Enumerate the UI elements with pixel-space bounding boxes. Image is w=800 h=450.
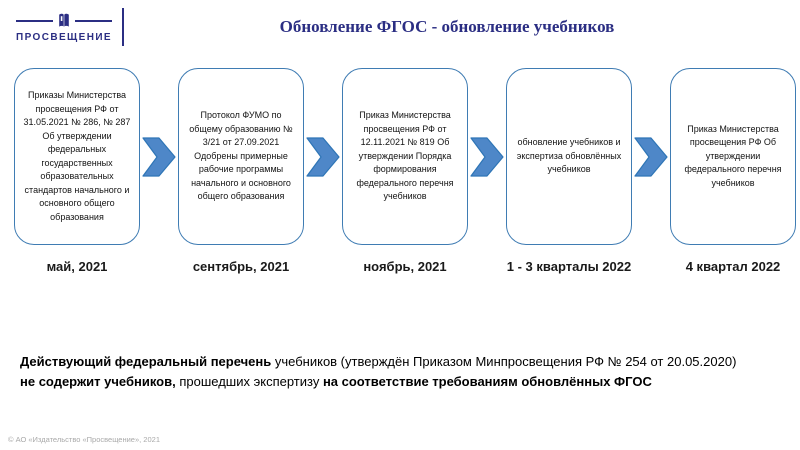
title-container — [124, 17, 800, 37]
publisher-logo — [16, 12, 112, 43]
note-text: Действующий федеральный перечень учебников (утверждён Приказом Минпросвещения РФ № 254 от 20.05.2020) не содержит учебников, прошедших экспертизу на соответствие требованиям обновлённых ФГОС — [20, 354, 737, 390]
flow-step-1-text: Приказы Министерства просвещения РФ от 31.05.2021 № 286, № 287 Об утверждении федеральных государственных образовательных стандартов начального и основного общего образования — [23, 90, 131, 222]
logo-line-left — [16, 20, 53, 22]
timeline-dates — [14, 259, 796, 274]
flow-step-2-text: Протокол ФУМО по общему образованию № 3/21 от 27.09.2021 Одобрены примерные рабочие программы начального и основного общего образования — [189, 110, 293, 202]
chevron-right-icon — [470, 137, 504, 177]
date-gap — [468, 259, 506, 274]
chevron-right-icon — [306, 137, 340, 177]
slide-header — [0, 0, 800, 54]
flow-step-3 — [342, 68, 468, 245]
copyright-text: © АО «Издательство «Просвещение», 2021 — [8, 435, 160, 444]
flow-arrow-4 — [632, 68, 670, 245]
flow-arrow-2 — [304, 68, 342, 245]
flow-step-2 — [178, 68, 304, 245]
process-flow — [14, 68, 796, 245]
logo-line-right — [75, 20, 112, 22]
flow-step-4-text: обновление учебников и экспертиза обновлённых учебников — [516, 137, 622, 175]
page-title: Обновление ФГОС - обновление учебников — [279, 17, 615, 36]
logo-wordmark: ПРОСВЕЩЕНИЕ — [16, 31, 112, 43]
book-icon — [56, 12, 72, 30]
date-step-3: ноябрь, 2021 — [363, 259, 447, 274]
chevron-right-icon — [142, 137, 176, 177]
flow-step-5 — [670, 68, 796, 245]
flow-step-1 — [14, 68, 140, 245]
flow-arrow-3 — [468, 68, 506, 245]
flow-step-3-text: Приказ Министерства просвещения РФ от 12.11.2021 № 819 Об утверждении Порядка формирования федерального перечня учебников — [356, 110, 454, 202]
logo-ornament — [16, 12, 112, 30]
date-step-1: май, 2021 — [46, 259, 108, 274]
date-step-5: 4 квартал 2022 — [685, 259, 781, 274]
flow-arrow-1 — [140, 68, 178, 245]
flow-step-5-text: Приказ Министерства просвещения РФ Об утверждении федерального перечня учебников — [684, 123, 782, 188]
date-gap — [632, 259, 670, 274]
date-gap — [140, 259, 178, 274]
date-step-4: 1 - 3 кварталы 2022 — [506, 259, 632, 274]
date-step-2: сентябрь, 2021 — [192, 259, 290, 274]
date-gap — [304, 259, 342, 274]
flow-step-4 — [506, 68, 632, 245]
chevron-right-icon — [634, 137, 668, 177]
